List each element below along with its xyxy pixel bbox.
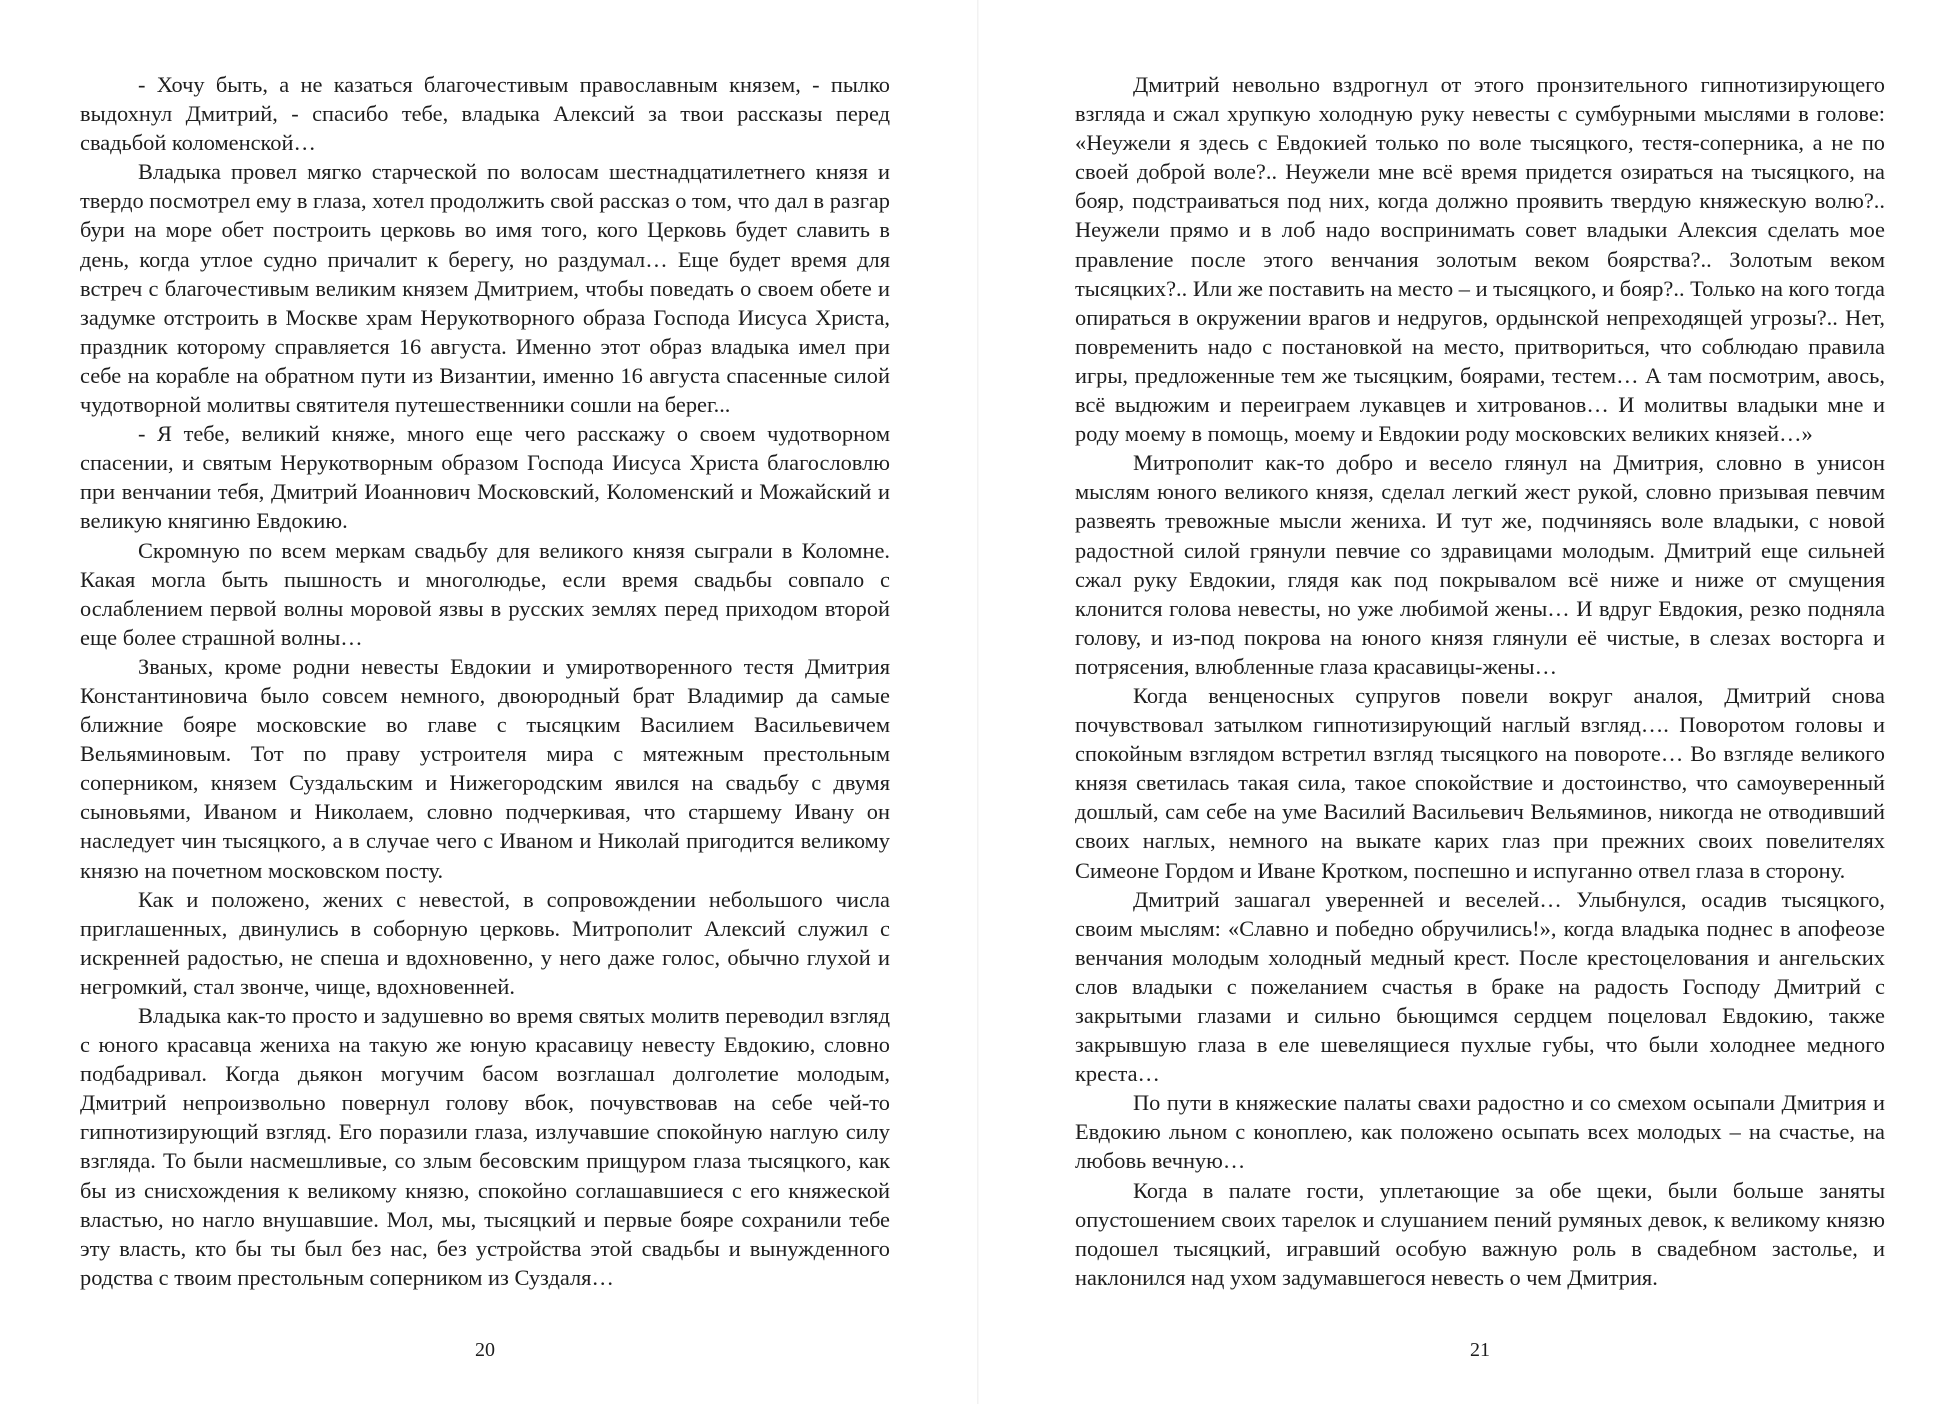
paragraph: По пути в княжеские палаты свахи радостно и со смехом осыпали Дмитрия и Евдокию льном с коноплею, как положено осыпать всех молодых – на счастье, на любовь вечную… bbox=[1075, 1090, 1885, 1174]
paragraph: Дмитрий зашагал уверенней и веселей… Улыбнулся, осадив тысяцкого, своим мыслям: «Славно и победно обручились!», когда владыка поднес в апофеозе венчания молодым холодный медный крест. После крестоцелования и ангельских слов владыки с пожеланием счастья в браке на радость Господу Дмитрий с закрытыми глазами и сильно бьющимся сердцем поцеловал Евдокию, также закрывшую глаза в еле шевелящиеся пухлые губы, что были холоднее медного креста… bbox=[1075, 886, 1885, 1087]
book-gutter bbox=[977, 0, 979, 1404]
paragraph: Владыка провел мягко старческой по волосам шестнадцатилетнего князя и твердо посмотрел ему в глаза, хотел продолжить свой рассказ о том, что дал в разгар бури на море обет построить церковь во имя того, кого Церковь будет славить в день, когда утлое судно причалит к берегу, но раздумал… Еще будет время для встреч с благочестивым великим князем Дмитрием, чтобы поведать о своем обете и задумке отстроить в Москве храм Нерукотворного образа Господа Иисуса Христа, праздник которому справляется 16 августа. Именно этот образ владыка имел при себе на корабле на обратном пути из Византии, именно 16 августа спасенные силой чудотворной молитвы святителя путешественники сошли на берег... bbox=[80, 159, 890, 418]
paragraph: Владыка как-то просто и задушевно во время святых молитв переводил взгляд с юного красавца жениха на такую же юную красавицу невесту Евдокию, словно подбадривал. Когда дьякон могучим басом возглашал долголетие молодым, Дмитрий непроизвольно повернул голову вбок, почувствовав на себе чей-то гипнотизирующий взгляд. Его поразили глаза, излучавшие спокойную наглую силу взгляда. То были насмешливые, со злым бесовским прищуром глаза тысяцкого, как бы из снисхождения к великому князю, спокойно соглашавшиеся с его княжеской властью, но нагло внушавшие. Мол, мы, тысяцкий и первые бояре сохранили тебе эту власть, кто бы ты был без нас, без устройства этой свадьбы и вынужденного родства с твоим престольным соперником из Суздаля… bbox=[80, 1003, 890, 1290]
paragraph: Званых, кроме родни невесты Евдокии и умиротворенного тестя Дмитрия Константиновича было совсем немного, двоюродный брат Владимир да самые ближние бояре московские во главе с тысяцким Василием Васильевичем Вельяминовым. Тот по праву устроителя мира с мятежным престольным соперником, князем Суздальским и Нижегородским явился на свадьбу с двумя сыновьями, Иваном и Николаем, словно подчеркивая, что старшему Ивану он наследует чин тысяцкого, а в случае чего с Иваном и Николай пригодится великому князю на почетном московском посту. bbox=[80, 653, 890, 883]
right-page-text bbox=[1075, 70, 1885, 1292]
left-page bbox=[80, 70, 900, 1390]
left-page-text bbox=[80, 70, 890, 1292]
paragraph: - Хочу быть, а не казаться благочестивым православным князем, - пылко выдохнул Дмитрий, - спасибо тебе, владыка Алексий за твои рассказы перед свадьбой коломенской… bbox=[80, 72, 890, 156]
page-number-left: 20 bbox=[475, 1339, 495, 1361]
paragraph: Как и положено, жених с невестой, в сопровождении небольшого числа приглашенных, двинулись в соборную церковь. Митрополит Алексий служил с искренней радостью, не спеша и вдохновенно, у него даже голос, обычно глухой и негромкий, стал звонче, чище, вдохновенней. bbox=[80, 886, 890, 999]
paragraph: Митрополит как-то добро и весело глянул на Дмитрия, словно в унисон мыслям юного великого князя, сделал легкий жест рукой, словно призывая певчим развеять тревожные мысли жениха. И тут же, подчиняясь воле владыки, с новой радостной силой грянули певчие со здравицами молодым. Дмитрий еще сильней сжал руку Евдокии, глядя как под покрывалом всё ниже и ниже от смущения клонится голова невесты, но уже любимой жены… И вдруг Евдокия, резко подняла голову, и из-под покрова на юного князя глянули её чистые, в слезах восторга и потрясения, влюбленные глаза красавицы-жены… bbox=[1075, 450, 1885, 679]
paragraph: Когда в палате гости, уплетающие за обе щеки, были больше заняты опустошением своих тарелок и слушанием пений румяных девок, к великому князю подошел тысяцкий, игравший особую важную роль в свадебном застолье, и наклонился над ухом задумавшегося невесть о чем Дмитрия. bbox=[1075, 1177, 1885, 1290]
paragraph: - Я тебе, великий княже, много еще чего расскажу о своем чудотворном спасении, и святым Нерукотворным образом Господа Иисуса Христа благословлю при венчании тебя, Дмитрий Иоаннович Московский, Коломенский и Можайский и великую княгиню Евдокию. bbox=[80, 421, 890, 534]
right-page bbox=[1075, 70, 1895, 1390]
paragraph: Дмитрий невольно вздрогнул от этого пронзительного гипнотизирующего взгляда и сжал хрупкую холодную руку невесты с сумбурными мыслями в голове: «Неужели я здесь с Евдокией только по воле тысяцкого, тестя-соперника, а не по своей доброй воле?.. Неужели мне всё время придется озираться на тысяцкого, на бояр, подстраиваться под них, когда должно проявить твердую княжескую волю?.. Неужели прямо и в лоб надо воспринимать совет владыки Алексия сделать мое правление после этого венчания золотым веком боярства?.. Золотым веком тысяцких?.. Или же поставить на место – и тысяцкого, и бояр?.. Только на кого тогда опираться в окружении врагов и недругов, ордынской непреходящей угрозы?.. Нет, повременить надо с постановкой на место, притвориться, что соблюдаю правила игры, предложенные тем же тысяцким, боярами, тестем… А там посмотрим, авось, всё выдюжим и переиграем лукавцев и хитрованов… И молитвы владыки мне и роду моему в помощь, моему и Евдокии роду московских великих князей…» bbox=[1075, 72, 1885, 447]
paragraph: Когда венценосных супругов повели вокруг аналоя, Дмитрий снова почувствовал затылком гипнотизирующий наглый взгляд…. Поворотом головы и спокойным взглядом встретил взгляд тысяцкого на повороте… Во взгляде великого князя светилась такая сила, такое спокойствие и достоинство, что самоуверенный дошлый, сам себе на уме Василий Васильевич Вельяминов, никогда не отводивший своих наглых, немного на выкате карих глаз при прежних своих повелителях Симеоне Гордом и Иване Кротком, поспешно и испуганно отвел глаза в сторону. bbox=[1075, 682, 1885, 883]
page-number-right: 21 bbox=[1470, 1339, 1490, 1361]
paragraph: Скромную по всем меркам свадьбу для великого князя сыграли в Коломне. Какая могла быть пышность и многолюдье, если время свадьбы совпало с ослаблением первой волны моровой язвы в русских землях перед приходом второй еще более страшной волны… bbox=[80, 537, 890, 650]
